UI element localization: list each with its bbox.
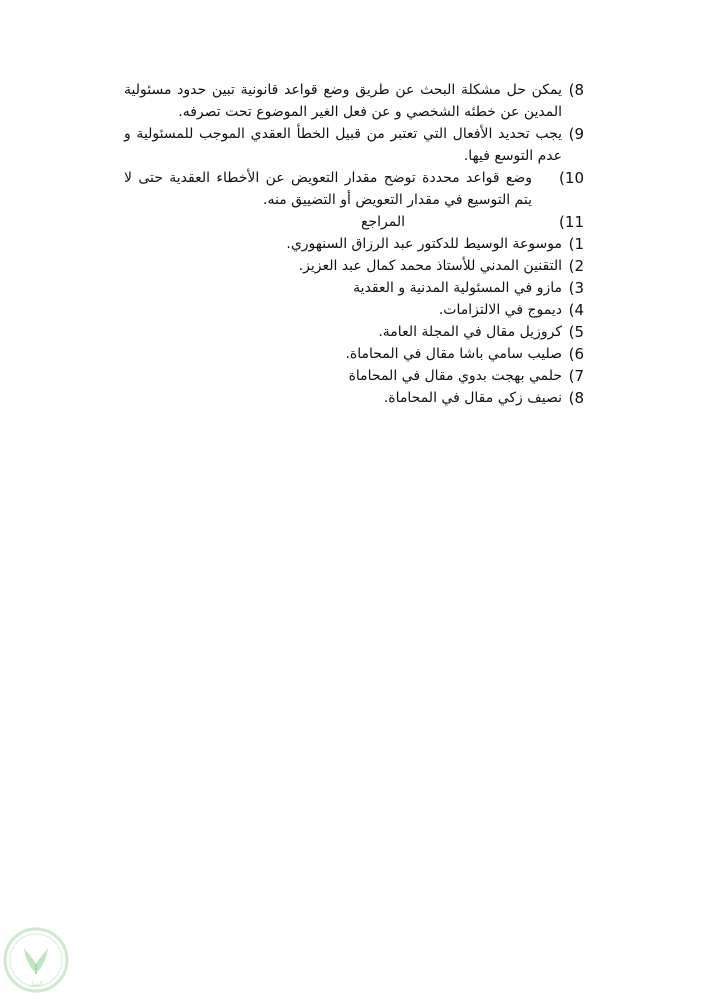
- reference-item: [124, 233, 584, 255]
- item-number: 10): [559, 169, 584, 187]
- reference-text: حلمي بهجت بدوي مقال في المحاماة: [348, 368, 562, 384]
- reference-number: 7): [568, 367, 584, 385]
- reference-text: التقنين المدني للأستاذ محمد كمال عبد العزيز.: [298, 258, 562, 274]
- reference-item: [124, 277, 584, 299]
- references-heading: [124, 211, 584, 233]
- item-number: 9): [568, 125, 584, 143]
- references-heading-text: المراجع: [361, 214, 405, 230]
- reference-number: 6): [568, 345, 584, 363]
- item-text: يمكن حل مشكلة البحث عن طريق وضع قواعد قانونية تبين حدود مسئولية المدين عن خطئه الشخصي و عن فعل الغير الموضوع تحت تصرفه.: [124, 82, 562, 120]
- reference-item: [124, 343, 584, 365]
- document-text: [124, 79, 584, 409]
- reference-number: 8): [568, 389, 584, 407]
- conclusion-item-9: [124, 123, 584, 167]
- reference-item: [124, 321, 584, 343]
- reference-item: [124, 255, 584, 277]
- reference-text: نصيف زكي مقال في المحاماة.: [383, 390, 562, 406]
- reference-text: موسوعة الوسيط للدكتور عبد الرزاق السنهوري.: [286, 236, 562, 252]
- item-number: 11): [559, 213, 584, 231]
- reference-text: كروزيل مقال في المجلة العامة.: [378, 324, 562, 340]
- reference-number: 5): [568, 323, 584, 341]
- reference-item: [124, 387, 584, 409]
- item-number: 8): [568, 81, 584, 99]
- conclusion-item-10: [124, 167, 584, 211]
- reference-number: 3): [568, 279, 584, 297]
- item-text: وضع قواعد محددة توضح مقدار التعويض عن الأخطاء العقدية حتى لا يتم التوسيع في مقدار التعويض أو التضييق منه.: [124, 170, 532, 208]
- reference-item: [124, 365, 584, 387]
- reference-text: مازو في المسئولية المدنية و العقدية: [353, 280, 562, 296]
- reference-number: 2): [568, 257, 584, 275]
- reference-number: 1): [568, 235, 584, 253]
- conclusion-item-8: [124, 79, 584, 123]
- watermark-text: كفيل: [28, 980, 44, 988]
- reference-number: 4): [568, 301, 584, 319]
- leaf-seal-watermark-icon: [2, 926, 70, 994]
- reference-text: ديموج في الالتزامات.: [438, 302, 562, 318]
- reference-text: صليب سامي باشا مقال في المحاماة.: [345, 346, 562, 362]
- item-text: يجب تحديد الأفعال التي تعتبر من قبيل الخطأ العقدي الموجب للمسئولية و عدم التوسع فيها.: [124, 126, 562, 164]
- reference-item: [124, 299, 584, 321]
